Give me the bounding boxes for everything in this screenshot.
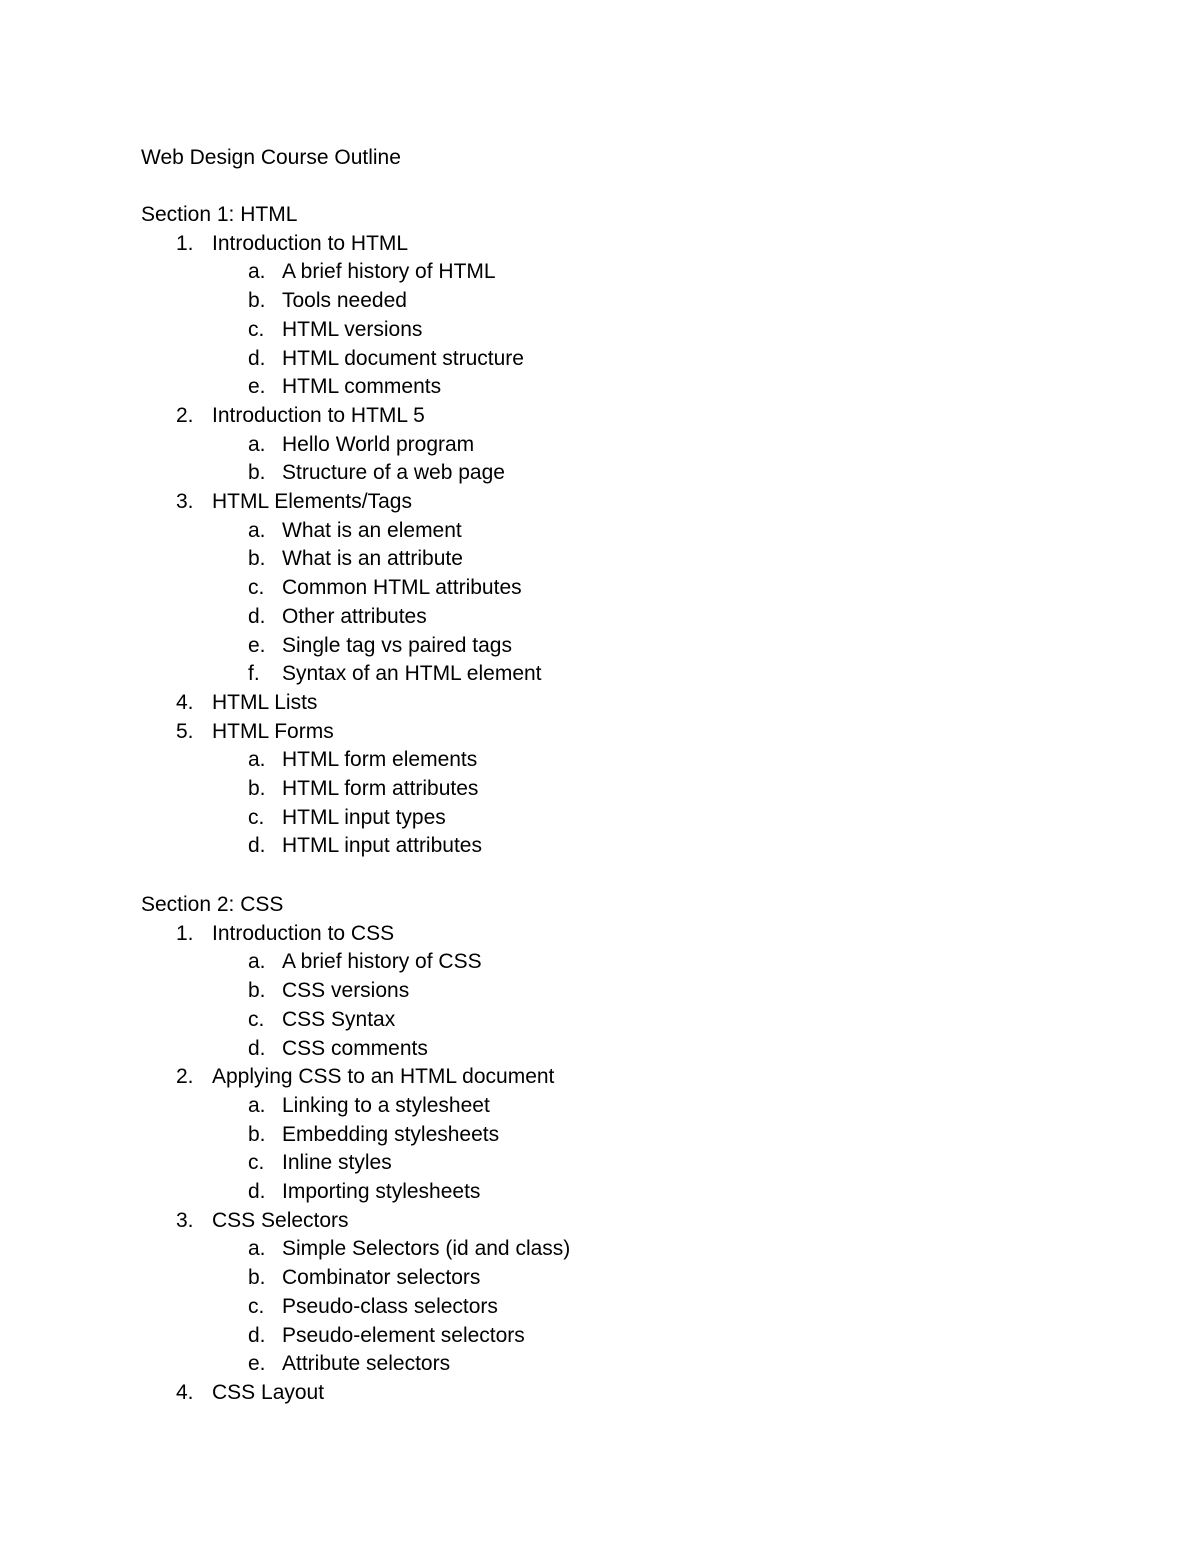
item-text: Introduction to HTML 5 <box>212 403 425 427</box>
item-number: 2. <box>176 403 194 427</box>
item-text: Applying CSS to an HTML document <box>212 1065 555 1089</box>
subitem-text: CSS Syntax <box>282 1007 396 1031</box>
subitem-text: Tools needed <box>282 289 407 313</box>
subitem-text: HTML versions <box>282 317 423 341</box>
section-heading: Section 2: CSS <box>141 893 284 916</box>
item-text: Introduction to CSS <box>212 921 395 945</box>
item-number: 3. <box>176 490 194 513</box>
subitem-text: A brief history of HTML <box>282 260 496 284</box>
subitem-letter: b. <box>248 1266 266 1290</box>
subitem-text: Other attributes <box>282 604 427 628</box>
subitem-letter: b. <box>248 1122 266 1146</box>
subitem-letter: e. <box>248 375 266 399</box>
subitem-text: HTML comments <box>282 375 442 399</box>
subitem-letter: b. <box>248 777 266 800</box>
subitem-text: Linking to a stylesheet <box>282 1093 490 1117</box>
item-number: 4. <box>176 1380 194 1404</box>
subitem-text: What is an attribute <box>282 547 463 571</box>
item-number: 3. <box>176 1208 194 1232</box>
subitem-letter: a. <box>248 432 266 456</box>
subitem-text: Combinator selectors <box>282 1266 481 1290</box>
subitem-letter: a. <box>248 260 266 284</box>
subitem-letter: d. <box>248 1180 266 1203</box>
subitem-letter: b. <box>248 461 266 485</box>
subitem-text: Structure of a web page <box>282 461 505 485</box>
item-number: 5. <box>176 719 194 743</box>
subitem-text: Inline styles <box>282 1151 392 1175</box>
item-text: HTML Lists <box>212 690 318 714</box>
subitem-letter: a. <box>248 748 266 772</box>
subitem-letter: d. <box>248 1036 266 1060</box>
subitem-text: Embedding stylesheets <box>282 1122 500 1146</box>
subitem-text: Simple Selectors (id and class) <box>282 1237 571 1261</box>
subitem-letter: c. <box>248 1007 265 1031</box>
subitem-letter: a. <box>248 950 266 974</box>
subitem-letter: d. <box>248 834 266 858</box>
subitem-text: HTML input attributes <box>282 834 482 858</box>
subitem-letter: e. <box>248 633 266 657</box>
subitem-text: Attribute selectors <box>282 1352 451 1376</box>
item-number: 1. <box>176 921 194 945</box>
subitem-text: Hello World program <box>282 432 475 456</box>
subitem-text: CSS versions <box>282 979 410 1003</box>
subitem-text: Syntax of an HTML element <box>282 662 542 686</box>
item-text: HTML Elements/Tags <box>212 490 412 513</box>
subitem-text: HTML document structure <box>282 346 524 370</box>
subitem-letter: b. <box>248 547 266 571</box>
item-text: CSS Layout <box>212 1380 325 1404</box>
subitem-letter: d. <box>248 604 266 628</box>
subitem-letter: c. <box>248 1151 265 1175</box>
item-number: 1. <box>176 231 194 255</box>
subitem-text: What is an element <box>282 518 462 542</box>
subitem-letter: a. <box>248 1237 266 1261</box>
subitem-letter: a. <box>248 518 266 542</box>
section-heading: Section 1: HTML <box>141 203 298 226</box>
document-title: Web Design Course Outline <box>141 146 401 169</box>
subitem-text: HTML form elements <box>282 748 478 772</box>
subitem-text: Single tag vs paired tags <box>282 633 512 657</box>
subitem-text: A brief history of CSS <box>282 950 482 974</box>
subitem-text: Common HTML attributes <box>282 576 522 600</box>
subitem-letter: d. <box>248 346 266 370</box>
subitem-text: Pseudo-class selectors <box>282 1294 498 1318</box>
item-text: HTML Forms <box>212 719 334 743</box>
subitem-text: CSS comments <box>282 1036 428 1060</box>
subitem-letter: d. <box>248 1323 266 1347</box>
subitem-letter: a. <box>248 1093 266 1117</box>
subitem-letter: c. <box>248 805 265 829</box>
subitem-letter: f. <box>248 662 260 686</box>
item-text: Introduction to HTML <box>212 231 409 255</box>
subitem-letter: c. <box>248 317 265 341</box>
subitem-text: Pseudo-element selectors <box>282 1323 525 1347</box>
item-number: 2. <box>176 1065 194 1089</box>
item-text: CSS Selectors <box>212 1208 349 1232</box>
subitem-letter: c. <box>248 1294 265 1318</box>
subitem-letter: b. <box>248 289 266 313</box>
subitem-text: Importing stylesheets <box>282 1180 481 1203</box>
subitem-letter: b. <box>248 979 266 1003</box>
subitem-letter: c. <box>248 576 265 600</box>
subitem-text: HTML form attributes <box>282 777 479 800</box>
subitem-letter: e. <box>248 1352 266 1376</box>
subitem-text: HTML input types <box>282 805 446 829</box>
item-number: 4. <box>176 690 194 714</box>
